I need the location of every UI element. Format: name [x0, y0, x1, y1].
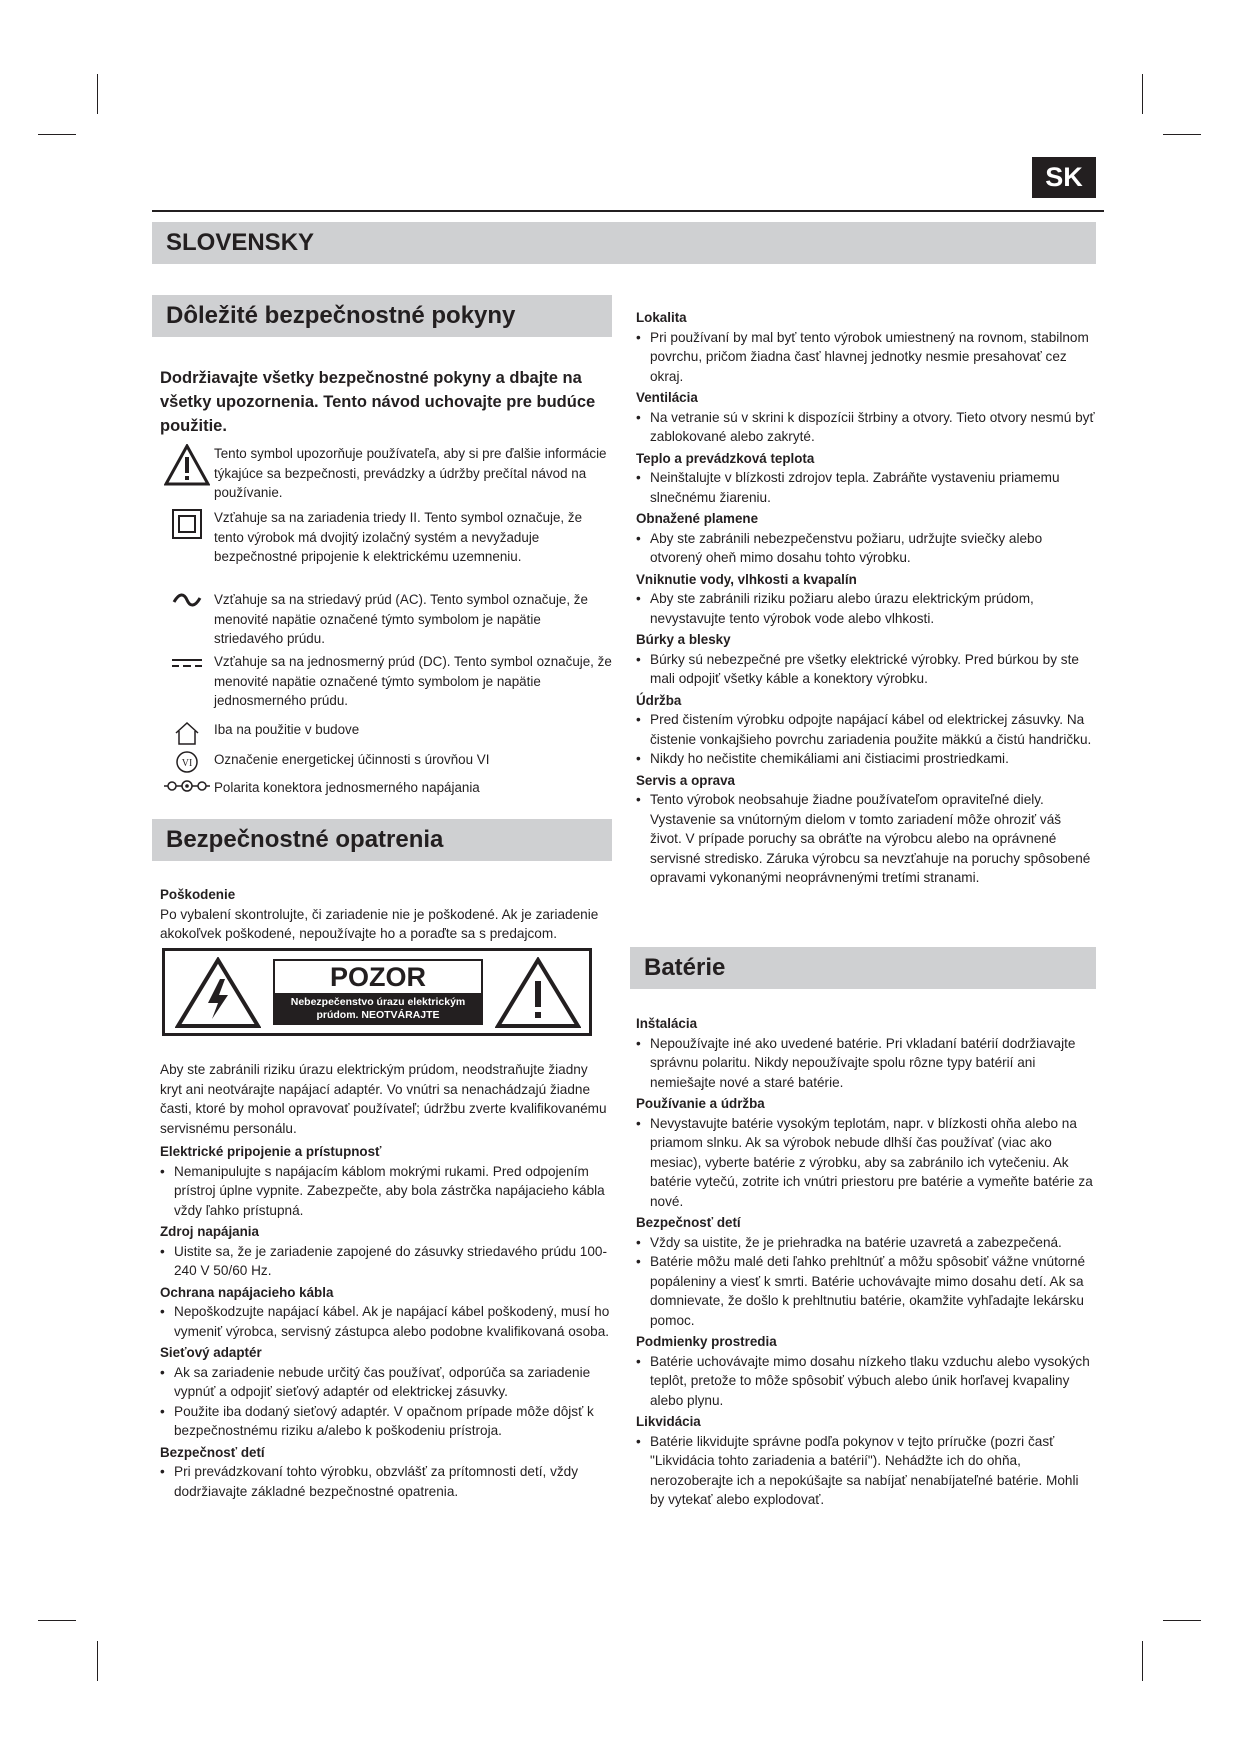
list-item: • Búrky sú nebezpečné pre všetky elektrické výrobky. Pred búrkou by ste mali odpojiť všetky káble a konektory výrobku. — [636, 650, 1096, 689]
list-item: • Nepoškodzujte napájací kábel. Ak je napájací kábel poškodený, musí ho vymeniť výrobca, servisný zástupca alebo podobne kvalifikovaná osoba. — [160, 1302, 612, 1341]
dc-current-icon — [160, 652, 214, 711]
section-title: Elektrické pripojenie a prístupnosť — [160, 1144, 382, 1159]
list-item: • Pri prevádzkovaní tohto výrobku, obzvlášť za prítomnosti detí, vždy dodržiavajte základné bezpečnostné opatrenia. — [160, 1462, 612, 1501]
crop-mark — [38, 1620, 76, 1621]
svg-text:VI: VI — [181, 758, 193, 769]
safety-heading: Dôležité bezpečnostné pokyny — [166, 302, 516, 329]
list-item: • Batérie môžu malé deti ľahko prehltnúť a môžu spôsobiť vážne vnútorné popáleniny a viesť k smrti. Batérie uchovávajte mimo dosahu detí. Ak sa domnievate, že došlo k prehltnutiu batérie, okamžite vyhľadajte lekársku pomoc. — [636, 1252, 1096, 1330]
list-item: • Batérie likvidujte správne podľa pokynov v tejto príručke (pozri časť "Likvidácia tohto zariadenia a batérií"). Nehádžte ich do ohňa, nerozoberajte ich a nepokúšajte sa nabíjať nenabíjateľné batérie. Mohli by vytekať alebo explodovať. — [636, 1432, 1096, 1510]
list-item: • Nikdy ho nečistite chemikáliami ani čistiacimi prostriedkami. — [636, 749, 1096, 769]
list-item: • Pri používaní by mal byť tento výrobok umiestnený na rovnom, stabilnom povrchu, pričom žiadna časť hlavnej jednotky nesmie presahovať cez okraj. — [636, 328, 1096, 387]
symbol-row — [160, 590, 612, 649]
symbol-text: Tento symbol upozorňuje používateľa, aby si pre ďalšie informácie týkajúce sa bezpečnosti, prevádzky a údržby prečítal návod na používanie. — [214, 446, 607, 500]
crop-mark — [1163, 1620, 1201, 1621]
list-item: • Nepoužívajte iné ako uvedené batérie. Pri vkladaní batérií dodržiavajte správnu polaritu. Nikdy nepoužívajte spolu rôzne typy batérií ani nemiešajte nové a staré batérie. — [636, 1034, 1096, 1093]
page-title-bar — [152, 222, 1096, 264]
symbol-text: Vzťahuje sa na striedavý prúd (AC). Tento symbol označuje, že menovité napätie označené týmto symbolom je napätie striedavého prúdu. — [214, 592, 588, 646]
list-item: • Ak sa zariadenie nebude určitý čas používať, odporúča sa zariadenie vypnúť a odpojiť sieťový adaptér od elektrickej zásuvky. — [160, 1363, 612, 1402]
list-item: • Aby ste zabránili riziku požiaru alebo úrazu elektrickým prúdom, nevystavujte tento výrobok vode alebo vlhkosti. — [636, 589, 1096, 628]
precautions-heading-bar — [152, 819, 612, 861]
symbol-row — [160, 778, 612, 798]
crop-mark — [38, 134, 76, 135]
symbol-text: Iba na použitie v budove — [214, 722, 360, 737]
symbol-row — [160, 652, 612, 711]
language-badge: SK — [1032, 157, 1096, 198]
list-item: • Neinštalujte v blízkosti zdrojov tepla. Zabráňte vystaveniu priamemu slnečnému žiareniu. — [636, 468, 1096, 507]
crop-mark — [1142, 74, 1143, 114]
section-title: Bezpečnosť detí — [636, 1215, 741, 1230]
section-text: Po vybalení skontrolujte, či zariadenie nie je poškodené. Ak je zariadenie akokoľvek poškodené, nepoužívajte ho a poraďte sa s predajcom. — [160, 906, 599, 941]
list-item: • Nevystavujte batérie vysokým teplotám, napr. v blízkosti ohňa alebo na priamom slnku. Ak sa výrobok nebude dlhší čas používať (viac ako mesiac), vyberte batérie z výrobku, aby sa zabránilo ich vytečeniu. Ak batérie vytečú, zotrite ich vnútri priestoru pre batérie a vymeňte batérie za nové. — [636, 1114, 1096, 1212]
safety-heading-bar — [152, 295, 612, 337]
damage-block — [160, 883, 612, 944]
crop-mark — [97, 1641, 98, 1681]
safety-intro: Dodržiavajte všetky bezpečnostné pokyny a dbajte na všetky upozornenia. Tento návod uchovajte pre budúce použitie. — [160, 369, 596, 435]
crop-mark — [1163, 134, 1201, 135]
caution-title: POZOR — [329, 961, 426, 992]
section-title: Sieťový adaptér — [160, 1345, 262, 1360]
caution-label — [162, 948, 592, 1036]
symbol-text: Označenie energetickej účinnosti s úrovňou VI — [214, 752, 490, 767]
list-item: • Pred čistením výrobku odpojte napájací kábel od elektrickej zásuvky. Na čistenie vonkajšieho povrchu zariadenia použite mäkkú a čistú handričku. — [636, 710, 1096, 749]
section-title: Podmienky prostredia — [636, 1334, 777, 1349]
section-title: Bezpečnosť detí — [160, 1444, 265, 1460]
section-title: Teplo a prevádzková teplota — [636, 450, 815, 466]
crop-mark — [1142, 1641, 1143, 1681]
symbol-row — [160, 444, 612, 503]
section-title: Búrky a blesky — [636, 632, 731, 647]
crop-mark — [97, 74, 98, 114]
electric-shock-icon — [175, 957, 261, 1029]
caution-panel — [273, 959, 483, 1025]
section-title: Inštalácia — [636, 1016, 698, 1031]
page-title: SLOVENSKY — [166, 229, 315, 256]
section-title: Servis a oprava — [636, 772, 736, 788]
indoor-use-icon — [160, 720, 214, 746]
symbol-text: Vzťahuje sa na zariadenia triedy II. Tento symbol označuje, že tento výrobok má dvojitý izolačný systém a nevyžaduje bezpečnostné pripojenie k elektrickému uzemneniu. — [214, 510, 583, 564]
precautions-left-list — [160, 1140, 612, 1501]
list-item: • Aby ste zabránili nebezpečenstvu požiaru, udržujte sviečky alebo otvorený oheň mimo dosahu tohto výrobku. — [636, 529, 1096, 568]
dc-polarity-icon — [160, 778, 214, 798]
caution-subtitle: Nebezpečenstvo úrazu elektrickým prúdom. NEOTVÁRAJTE — [275, 993, 481, 1023]
section-title: Obnažené plamene — [636, 511, 759, 526]
warning-triangle-icon — [495, 957, 581, 1029]
list-item: • Vždy sa uistite, že je priehradka na batérie uzavretá a zabezpečená. — [636, 1233, 1096, 1253]
symbol-text: Vzťahuje sa na jednosmerný prúd (DC). Tento symbol označuje, že menovité napätie označené týmto symbolom je napätie jednosmerného prúdu. — [214, 654, 612, 708]
symbol-row — [160, 750, 612, 774]
list-item: • Nemanipulujte s napájacím káblom mokrými rukami. Pred odpojením prístroj úplne vypnite. Zabezpečte, aby bola zástrčka napájacieho kábla vždy ľahko prístupná. — [160, 1162, 612, 1221]
symbol-row — [160, 508, 612, 567]
list-item: • Tento výrobok neobsahuje žiadne používateľom opraviteľné diely. Vystavenie sa vnútorným dielom v tomto zariadení môže ohroziť váš život. V prípade poruchy sa obráťte na výrobcu alebo na oprávnené servisné stredisko. Záruka výrobcu sa nevzťahuje na poruchy spôsobené opravami vykonanými neoprávnenými tretími stranami. — [636, 790, 1096, 888]
energy-efficiency-icon — [160, 750, 214, 774]
section-title: Ochrana napájacieho kábla — [160, 1284, 334, 1300]
ac-current-icon — [160, 590, 214, 649]
section-title: Používanie a údržba — [636, 1096, 765, 1111]
list-item: • Uistite sa, že je zariadenie zapojené do zásuvky striedavého prúdu 100-240 V 50/60 Hz. — [160, 1242, 612, 1281]
precautions-heading: Bezpečnostné opatrenia — [166, 826, 444, 853]
section-title: Poškodenie — [160, 887, 236, 902]
warning-triangle-icon — [160, 444, 214, 503]
batteries-list — [636, 1012, 1096, 1510]
list-item: • Na vetranie sú v skrini k dispozícii štrbiny a otvory. Tieto otvory nesmú byť zablokované alebo zakryté. — [636, 408, 1096, 447]
batteries-heading: Batérie — [644, 954, 726, 981]
shock-text: Aby ste zabránili riziku úrazu elektrickým prúdom, neodstraňujte žiadny kryt ani neotvárajte napájací adaptér. Vo vnútri sa nenachádzajú žiadne časti, ktoré by mohol opravovať používateľ; údržbu zverte kvalifikovanému servisnému personálu. — [160, 1062, 607, 1136]
batteries-heading-bar — [630, 947, 1096, 989]
header-rule — [152, 210, 1104, 212]
list-item: • Batérie uchovávajte mimo dosahu nízkeho tlaku vzduchu alebo vysokých teplôt, pretože to môže spôsobiť výbuch alebo únik horľavej kvapaliny alebo plynu. — [636, 1352, 1096, 1411]
section-title: Likvidácia — [636, 1414, 701, 1429]
shock-text-block — [160, 1060, 612, 1138]
class-ii-icon — [160, 508, 214, 567]
section-title: Lokalita — [636, 310, 687, 325]
symbol-row — [160, 720, 612, 746]
section-title: Údržba — [636, 692, 682, 708]
list-item: • Použite iba dodaný sieťový adaptér. V opačnom prípade môže dôjsť k bezpečnostnému riziku a/alebo k poškodeniu prístroja. — [160, 1402, 612, 1441]
section-title: Ventilácia — [636, 390, 698, 405]
section-title: Zdroj napájania — [160, 1224, 259, 1239]
precautions-right-list — [636, 306, 1096, 888]
symbol-text: Polarita konektora jednosmerného napájania — [214, 780, 480, 795]
section-title: Vniknutie vody, vlhkosti a kvapalín — [636, 571, 857, 587]
